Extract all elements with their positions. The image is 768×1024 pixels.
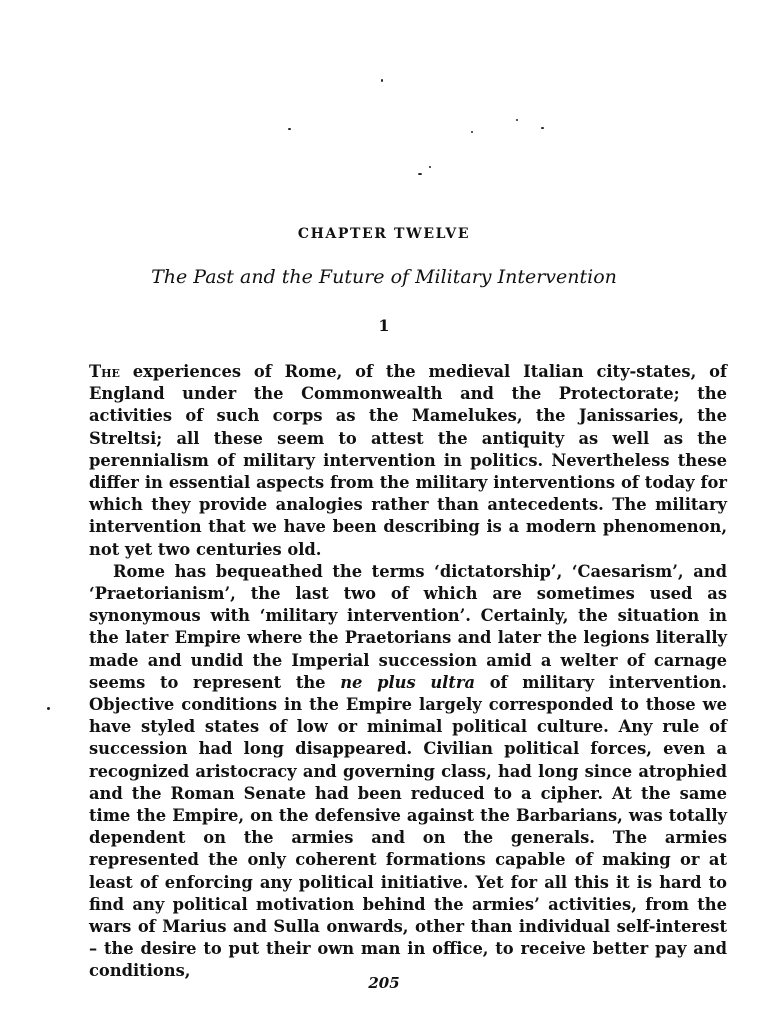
scan-speck [288,128,291,130]
paragraph-text: Rome has bequeathed the terms ‘dictatorship’, ‘Caesarism’, and ‘Praetorianism’, the last two of which are sometimes used as synonymous with ‘military intervention’. Certainly, the situation in the later Empire where the Praetorians and later the legions literally made and undid the Imperial succession amid a welter of carnage seems to represent the [89,561,727,692]
lead-word: The [89,362,120,381]
scan-speck [541,127,544,129]
latin-phrase: ne plus ultra [340,672,476,692]
chapter-label: CHAPTER TWELVE [297,226,471,242]
paragraph-text: of military intervention. Objective conditions in the Empire largely corresponded to those we have styled states of low or minimal political culture. Any rule of succession had long disappeared. Civilian political forces, even a recognized aristocracy and governing class, had long since atrophied and the Roman Senate had been reduced to a cipher. At the same time the Empire, on the defensive against the Barbarians, was totally dependent on the armies and on the generals. The armies represented the only coherent formations capable of making or at least of enforcing any political initiative. Yet for all this it is hard to find any political motivation behind the armies’ activities, from the wars of Marius and Sulla onwards, other than individual self-interest – the desire to put their own man in office, to receive better pay and conditions, [89,672,728,981]
scan-speck [418,173,422,175]
body-text [89,361,727,983]
scan-speck [516,119,518,121]
page-number: 205 [368,974,400,992]
section-number: 1 [378,316,390,335]
scan-speck [47,707,50,710]
paragraph [89,361,727,561]
paragraph [89,561,727,983]
scan-speck [429,166,431,168]
scan-speck [471,131,473,133]
scan-speck [381,79,383,82]
chapter-title: The Past and the Future of Military Intervention [151,266,617,288]
paragraph-text: experiences of Rome, of the medieval Italian city-states, of England under the Commonwealth and the Protectorate; the activities of such corps as the Mamelukes, the Janissaries, the Streltsi; all these seem to attest the antiquity as well as the perennialism of military intervention in politics. Nevertheless these differ in essential aspects from the military interventions of today for which they provide analogies rather than antecedents. The military intervention that we have been describing is a modern phenomenon, not yet two centuries old. [89,362,727,559]
